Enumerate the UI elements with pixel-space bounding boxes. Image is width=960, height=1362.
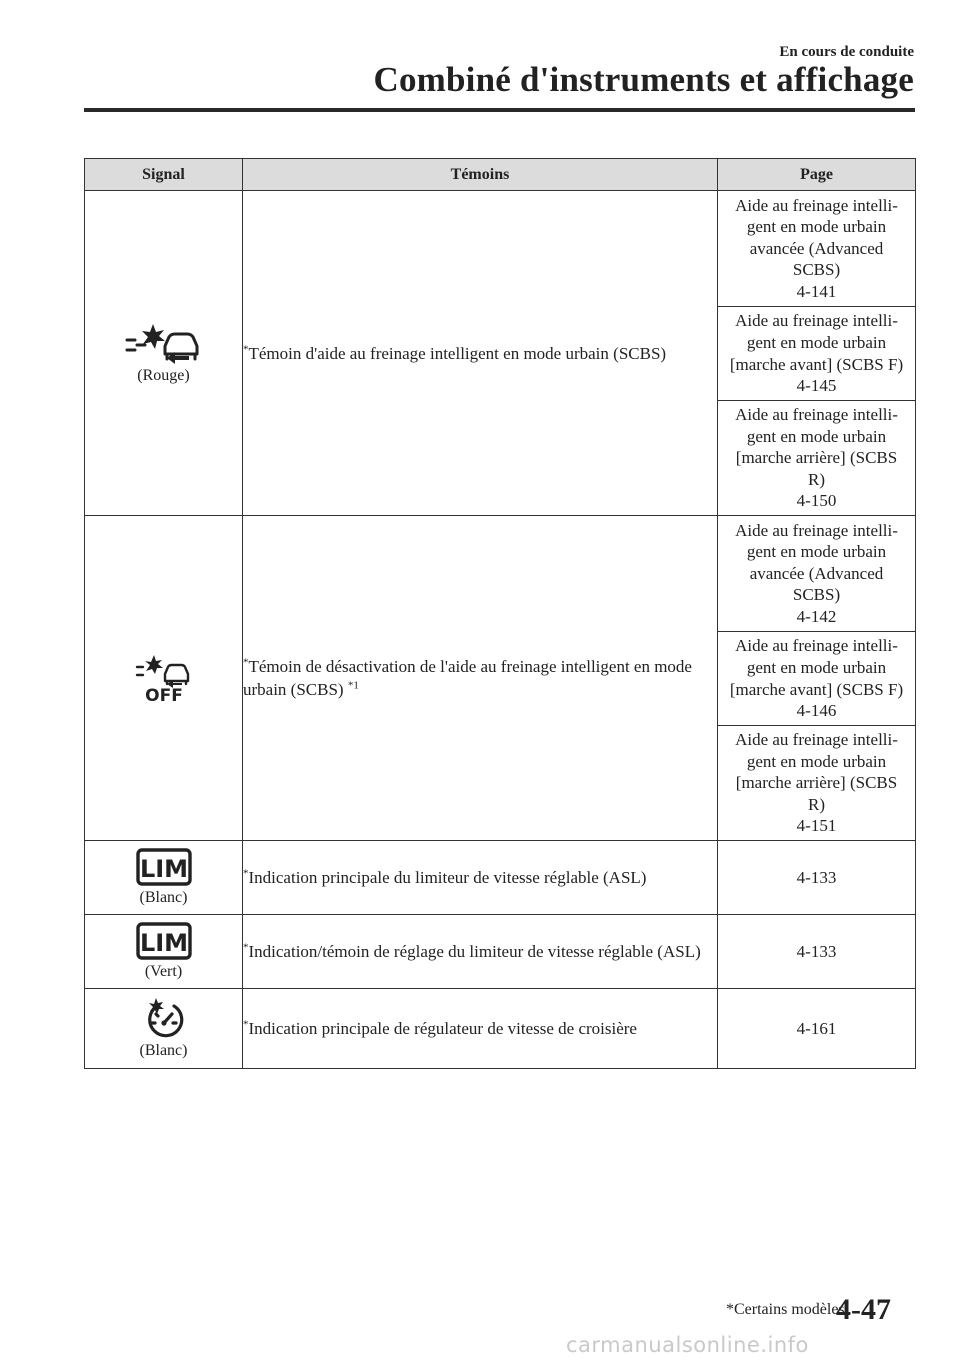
signal-cell — [85, 989, 243, 1069]
page-reference-number: 4-141 — [796, 281, 837, 301]
model-asterisk: * — [243, 342, 249, 355]
page-reference-text: Aide au freinage intelli- gent en mode urbain [marche arrière] (SCBS R) — [735, 405, 898, 489]
section-heading: En cours de conduite — [779, 44, 914, 60]
header-divider — [84, 108, 915, 112]
page-reference-number: 4-133 — [796, 867, 837, 887]
description-cell — [243, 915, 718, 989]
scbs-collision-warning-icon — [123, 320, 205, 364]
table-row — [85, 989, 916, 1069]
page-reference-cell — [718, 632, 916, 726]
table-row — [85, 516, 916, 632]
cruise-control-icon — [142, 997, 186, 1039]
page-number: 4-47 — [836, 1293, 891, 1326]
signal-cell — [85, 841, 243, 915]
table-row — [85, 915, 916, 989]
warning-description: Indication principale de régulateur de vitesse de croisière — [248, 1019, 637, 1038]
description-cell — [243, 516, 718, 841]
page-reference-text: Aide au freinage intelli- gent en mode urbain [marche avant] (SCBS F) — [729, 636, 904, 699]
page-reference-text: Aide au freinage intelli- gent en mode urbain [marche avant] (SCBS F) — [729, 311, 904, 374]
page-reference-number: 4-151 — [796, 816, 837, 836]
lim-icon — [136, 848, 192, 886]
description-cell — [243, 191, 718, 516]
page-reference-number: 4-142 — [796, 606, 837, 626]
table-row — [85, 191, 916, 307]
page-reference-number: 4-146 — [796, 701, 837, 721]
page-reference-number: 4-145 — [796, 376, 837, 396]
signal-color-label: (Blanc) — [139, 1041, 188, 1059]
page-reference-cell — [718, 401, 916, 516]
off-icon-text: OFF — [144, 686, 183, 703]
warning-description: Indication/témoin de réglage du limiteur de vitesse réglable (ASL) — [248, 942, 701, 961]
column-header-temoins: Témoins — [243, 159, 718, 191]
signal-cell — [85, 915, 243, 989]
description-cell — [243, 989, 718, 1069]
warning-lights-table — [84, 158, 916, 1069]
footnote-marker: *1 — [347, 679, 359, 692]
signal-color-label: (Blanc) — [139, 888, 188, 906]
column-header-signal: Signal — [85, 159, 243, 191]
watermark: carmanualsonline.info — [566, 1333, 809, 1357]
warning-description: Témoin d'aide au freinage intelligent en mode urbain (SCBS) — [248, 343, 667, 363]
lim-icon-text: LIM — [139, 928, 188, 957]
description-cell — [243, 841, 718, 915]
column-header-page: Page — [718, 159, 916, 191]
page-reference-text: Aide au freinage intelli- gent en mode urbain avancée (Advanced SCBS) — [735, 520, 898, 605]
table-header-row — [85, 159, 916, 191]
page-title: Combiné d'instruments et affichage — [373, 60, 914, 99]
page-reference-cell — [718, 841, 916, 915]
table-row — [85, 841, 916, 915]
signal-color-label: (Rouge) — [137, 367, 190, 384]
page-reference-number: 4-133 — [796, 941, 837, 961]
signal-cell — [85, 191, 243, 516]
page-reference-text: Aide au freinage intelli- gent en mode urbain [marche arrière] (SCBS R) — [735, 730, 898, 814]
warning-description: Indication principale du limiteur de vitesse réglable (ASL) — [248, 868, 647, 887]
scbs-off-icon — [133, 653, 195, 703]
footnote-certain-models: *Certains modèles. — [726, 1301, 849, 1318]
page-reference-cell — [718, 915, 916, 989]
warning-description: Témoin de désactivation de l'aide au freinage intelligent en mode urbain (SCBS) — [243, 657, 692, 699]
page-reference-cell — [718, 989, 916, 1069]
model-asterisk: * — [243, 1018, 249, 1031]
page-reference-number: 4-161 — [796, 1018, 837, 1038]
model-asterisk: * — [243, 867, 249, 880]
lim-icon — [136, 922, 192, 960]
page-reference-number: 4-150 — [796, 491, 837, 511]
page-reference-cell — [718, 726, 916, 841]
page-reference-cell — [718, 516, 916, 632]
model-asterisk: * — [243, 941, 249, 954]
page-reference-cell — [718, 191, 916, 307]
page-reference-text: Aide au freinage intelli- gent en mode urbain avancée (Advanced SCBS) — [735, 195, 898, 280]
model-asterisk: * — [243, 656, 249, 669]
signal-cell — [85, 516, 243, 841]
page-reference-cell — [718, 307, 916, 401]
signal-color-label: (Vert) — [144, 962, 183, 980]
lim-icon-text: LIM — [139, 854, 188, 883]
